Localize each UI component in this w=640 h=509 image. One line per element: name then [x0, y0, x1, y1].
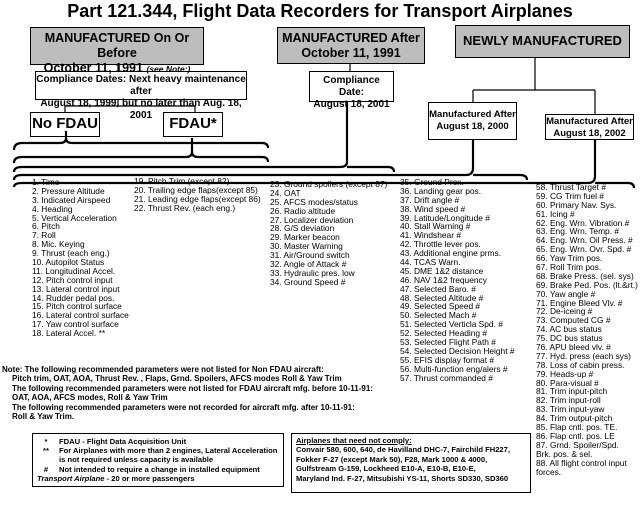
legend-text: FDAU - Flight Data Acquisition Unit — [59, 437, 187, 446]
manufactured-after-line1: MANUFACTURED After — [282, 31, 420, 45]
page-title: Part 121.344, Flight Data Recorders for Transport Airplanes — [67, 1, 573, 21]
param-item: 7. Roll — [32, 230, 56, 241]
exempt-airplanes-line: Gulfstream G-159, Lockheed E10-A, E10-B, E10-E, — [296, 464, 476, 474]
param-item: 41. Windshear # — [400, 230, 461, 241]
param-item: 85. Flap cntl. pos. TE. — [536, 422, 618, 433]
param-item: 26. Radio altitude — [270, 205, 336, 216]
param-item: 34. Ground Speed # — [270, 276, 346, 287]
param-item: 63. Eng. Wrn. Temp. # — [536, 226, 620, 237]
mfg-2002-line2: August 18, 2002 — [553, 128, 626, 139]
param-item: 58. Thrust Target # — [536, 182, 606, 192]
param-item: 54. Selected Decision Height # — [400, 345, 515, 356]
legend-key — [33, 455, 59, 464]
param-item: forces. — [536, 466, 562, 477]
param-item: 49. Selected Speed # — [400, 301, 481, 312]
fdau-label: FDAU* — [169, 115, 217, 132]
param-item: 12. Pitch control input — [32, 274, 113, 285]
legend-text: is not required unless capacity is available — [59, 455, 214, 465]
params-column-5 — [536, 183, 638, 476]
note-block — [2, 365, 373, 421]
legend-row — [33, 465, 283, 474]
param-item: 42. Throttle lever pos. — [400, 239, 481, 250]
params-column-1 — [32, 178, 129, 338]
compliance-before-line2: August 18, 1999, but no later than Aug. 18, 2001 — [40, 98, 242, 121]
compliance-after-box — [309, 71, 394, 110]
param-item: 87. Grnd. Spoiler/Spd. — [536, 439, 619, 450]
param-item: 38. Wind speed # — [400, 203, 466, 214]
legend-text: For Airplanes with more than 2 engines, Lateral Acceleration — [59, 446, 278, 456]
param-item: 36. Landing gear pos. — [400, 185, 482, 196]
exempt-airplanes-box — [291, 433, 531, 493]
param-item: 56. Multi-function eng/alers # — [400, 363, 508, 374]
exempt-airplanes-line: Convair 580, 600, 640, de Havilland DHC-7, Fairchild FH227, — [296, 445, 510, 455]
param-item: 23. Ground spoilers (except 87) — [270, 179, 388, 189]
param-item: 53. Selected Flight Path # — [400, 337, 496, 348]
note-line: Pitch trim, OAT, AOA, Thrust Rev. , Flaps, Grnd. Spoilers, AFCS modes Roll & Yaw Trim — [12, 374, 342, 384]
param-item: 4. Heading — [32, 203, 73, 214]
legend-box — [32, 433, 284, 487]
param-item: 72. De-iceing # — [536, 306, 593, 317]
param-item: 43. Additional engine prms. — [400, 248, 502, 259]
mfg-2000-line1: Manufactured After — [429, 109, 516, 120]
param-item: 14. Rudder pedal pos. — [32, 292, 115, 303]
param-item: 46. NAV 1&2 frequency — [400, 274, 487, 285]
param-item: 48. Selected Altitude # — [400, 292, 484, 303]
legend-text: - 20 or more passengers — [104, 473, 195, 483]
compliance-after-line1: Compliance Date: — [323, 75, 380, 98]
param-item: 51. Selected Verticla Spd. # — [400, 319, 503, 330]
param-item: 9. Thrust (each eng.) — [32, 248, 110, 259]
legend-key: ** — [43, 446, 49, 456]
param-item: 86. Flap cntl. pos. LE — [536, 430, 615, 441]
param-item: 30. Master Warning — [270, 241, 343, 252]
manufactured-before-line2: October 11, 1991 (see Note:) — [43, 61, 191, 75]
param-item: 8. Mic. Keying — [32, 239, 85, 250]
compliance-after-line2: August 18, 2001 — [313, 99, 390, 110]
param-item: 19. Pitch Trim (except 82) — [134, 176, 230, 186]
exempt-airplanes-title: Airplanes that need not comply: — [296, 436, 412, 445]
param-item: 45. DME 1&2 distance — [400, 265, 484, 276]
param-item: 44. TCAS Warn. — [400, 257, 461, 268]
compliance-before-box — [35, 71, 247, 121]
compliance-before-line1: Compliance Dates: Next heavy maintenance after — [36, 74, 246, 97]
param-item: 88. All flight control input — [536, 457, 627, 468]
param-item: 10. Autopilot Status — [32, 257, 105, 268]
legend-row — [33, 446, 283, 455]
param-item: 21. Leading edge flaps(except 86) — [134, 193, 261, 204]
param-item: 32. Angle of Attack # — [270, 259, 347, 270]
param-item: 5. Vertical Acceleration — [32, 212, 117, 223]
mfg-2000-line2: August 18, 2000 — [436, 121, 509, 132]
legend-row — [33, 474, 283, 483]
param-item: 13. Lateral control input — [32, 283, 120, 294]
no-fdau-box — [30, 112, 100, 137]
legend-row — [33, 455, 283, 464]
param-item: 57. Thrust commanded # — [400, 372, 493, 383]
param-item: 25. AFCS modes/status — [270, 196, 358, 207]
legend-key: # — [43, 464, 49, 474]
no-fdau-label: No FDAU — [32, 115, 98, 132]
param-item: 78. Loss of cabin press. — [536, 359, 625, 370]
param-item: 52. Selected Heading # — [400, 328, 488, 339]
param-item: 84. Trim output-pitch — [536, 413, 613, 424]
param-item: 31. Air/Ground switch — [270, 250, 350, 261]
param-item: 27. Localizer deviation — [270, 214, 354, 225]
param-item: 50. Selected Mach # — [400, 310, 477, 321]
exempt-airplanes-line: Maryland Ind. F-27, Mitsubishi YS-11, Shorts SD330, SD360 — [296, 473, 509, 483]
note-line: Roll & Yaw Trim. — [12, 411, 75, 421]
param-item: 16. Lateral control surface — [32, 310, 129, 321]
param-item: 55. EFIS display format # — [400, 354, 495, 365]
manufactured-after-line2: October 11, 1991 — [301, 46, 401, 60]
param-item: 39. Latitude/Longitude # — [400, 212, 490, 223]
param-item: 59. CG Trim fuel # — [536, 190, 604, 201]
legend-key: * — [44, 437, 48, 446]
param-item: 24. OAT — [270, 187, 301, 198]
param-item: 61. Icing # — [536, 208, 575, 219]
param-item: 65. Eng. Wrn. Ovr. Spd. # — [536, 244, 632, 255]
mfg-2002-line1: Manufactured After — [546, 116, 633, 127]
param-item: Brk. pos. & sel. — [536, 448, 593, 459]
param-item: 80. Para-visual # — [536, 377, 599, 388]
param-item: 83. Trim input-yaw — [536, 404, 605, 415]
param-item: 73. Computed CG # — [536, 315, 611, 326]
legend-row — [33, 437, 283, 446]
param-item: 15. Pitch control surface — [32, 301, 122, 312]
note-line: Note: The following recommended parameters were not listed for Non FDAU aircraft: — [2, 365, 324, 374]
params-column-4 — [400, 178, 515, 382]
param-item: 67. Roll Trim pos. — [536, 262, 602, 273]
param-item: 68. Brake Press. (sel. sys) — [536, 270, 634, 281]
params-column-2 — [134, 177, 261, 213]
param-item: 18. Lateral Accel. ** — [32, 328, 106, 339]
param-item: 37. Drift angle # — [400, 194, 460, 205]
manufactured-before-line1: MANUFACTURED On Or Before — [44, 31, 190, 60]
params-column-3 — [270, 180, 387, 287]
param-item: 2. Pressure Altitude — [32, 185, 105, 196]
param-item: 20. Trailing edge flaps(except 85) — [134, 184, 258, 195]
param-item: 22. Thrust Rev. (each eng.) — [134, 202, 236, 213]
note-line: OAT, AOA, AFCS modes, Roll & Yaw Trim — [12, 393, 168, 403]
param-item: 82. Trim input-roll — [536, 395, 601, 406]
param-item: 33. Hydraulic pres. low — [270, 267, 355, 278]
manufactured-before-box — [30, 27, 204, 75]
param-item: 77. Hyd. press (each sys) — [536, 350, 631, 361]
manufactured-after-2000-box — [428, 102, 517, 140]
param-item: 66. Yaw Trim pos. — [536, 253, 603, 264]
param-item: 11. Longitudinal Accel. — [32, 265, 116, 276]
param-item: 71. Engine Bleed Vlv. # — [536, 297, 623, 308]
newly-manufactured-box — [455, 25, 630, 58]
exempt-airplanes-line: Fokker F-27 (except Mark 50), F28, Mark 1000 & 4000, — [296, 454, 488, 464]
param-item: 40. Stall Warning # — [400, 221, 471, 232]
param-item: 29. Marker beacon — [270, 232, 340, 243]
param-item: 74. AC bus status — [536, 324, 602, 335]
param-item: 70. Yaw angle # — [536, 288, 596, 299]
param-item: 3. Indicated Airspeed — [32, 194, 111, 205]
param-item: 81. Trim input-pitch — [536, 386, 608, 397]
note-line: The following recommended parameters were not listed for FDAU aircraft mfg. before 10-11-91: — [12, 383, 373, 393]
param-item: 75. DC bus status — [536, 333, 603, 344]
manufactured-after-2002-box — [545, 114, 634, 140]
fdau-box — [163, 112, 223, 137]
param-item: 79. Heads-up # — [536, 368, 594, 379]
param-item: 47. Selected Baro. # — [400, 283, 476, 294]
param-item: 69. Brake Ped. Pos. (lt.&rt.) — [536, 279, 638, 290]
note-line: The following recommended parameters were not recorded for aircraft mfg. after 10-11-91: — [12, 402, 355, 412]
param-item: 28. G/S deviation — [270, 223, 335, 234]
legend-text: Not intended to require a change in installed equipment — [59, 464, 260, 474]
param-item: 35. Ground Prox. — [400, 177, 464, 187]
param-item: 1. Time — [32, 177, 60, 187]
param-item: 62. Eng. Wrn. Vibration # — [536, 217, 630, 228]
legend-term: Transport Airplane — [37, 473, 105, 483]
newly-manufactured-label: NEWLY MANUFACTURED — [463, 33, 622, 48]
param-item: 6. Pitch — [32, 221, 60, 232]
see-note-label: (see Note:) — [146, 64, 191, 74]
param-item: 60. Primary Nav. Sys. — [536, 199, 617, 210]
param-item: 17. Yaw control surface — [32, 319, 119, 330]
manufactured-after-box — [277, 27, 425, 64]
param-item: 64. Eng. Wrn. Oil Press. # — [536, 235, 633, 246]
param-item: 76. APU bleed vlv. # — [536, 342, 611, 353]
